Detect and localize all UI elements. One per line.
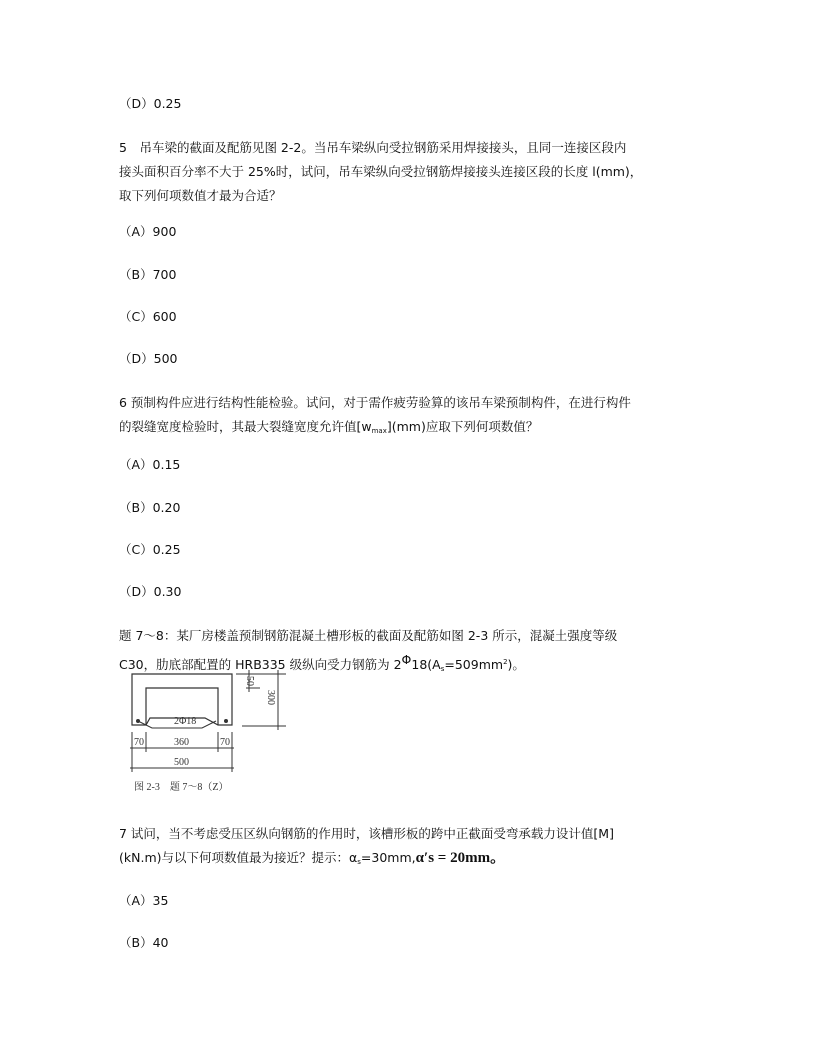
rebar-dot	[136, 719, 140, 723]
dim-360: 360	[174, 737, 189, 748]
q78-line-1: 题 7～8：某厂房楼盖预制钢筋混凝土槽形板的截面及配筋如图 2-3 所示，混凝土强度等级	[119, 628, 618, 643]
q7-option-b: （B）40	[119, 935, 169, 950]
q6-option-d: （D）0.30	[119, 584, 182, 599]
subscript: max	[371, 427, 387, 435]
q7-option-a: （A）35	[119, 893, 169, 908]
text: =509mm	[444, 657, 504, 672]
dim-50: 50	[244, 676, 255, 686]
subscript: s	[440, 665, 445, 673]
q5-line-3: 取下列何项数值才最为合适？	[119, 188, 282, 203]
text: )。	[507, 657, 525, 672]
text: =30mm,	[360, 850, 416, 865]
q7-line-1: 7 试问，当不考虑受压区纵向钢筋的作用时，该槽形板的跨中正截面受弯承载力设计值[M]	[119, 826, 614, 841]
figure-caption: 图 2-3 题 7～8（Z）	[134, 782, 229, 793]
text: (kN.m)与以下何项数值最为接近？提示：α	[119, 850, 358, 865]
q5-line-2: 接头面积百分率不大于 25%时，试问，吊车梁纵向受拉钢筋焊接接头连接区段的长度 l(mm)，	[119, 164, 643, 179]
q6-option-b: （B）0.20	[119, 500, 181, 515]
rebar-dot	[224, 719, 228, 723]
text: ](mm)应取下列何项数值？	[386, 419, 539, 434]
dim-70-left: 70	[134, 737, 144, 748]
text: 18(A	[411, 657, 441, 672]
subscript: s	[357, 858, 361, 866]
hint-alpha-prime: α′s = 20mm。	[415, 850, 506, 866]
dim-500: 500	[174, 757, 189, 768]
q5-option-a: （A）900	[119, 224, 177, 239]
q6-line-1: 6 预制构件应进行结构性能检验。试问，对于需作疲劳验算的该吊车梁预制构件，在进行构件	[119, 395, 631, 410]
dim-70-right: 70	[220, 737, 230, 748]
q5-option-c: （C）600	[119, 309, 177, 324]
q6-line-2	[119, 415, 538, 443]
rebar-symbol: Φ	[401, 652, 412, 667]
q6-option-c: （C）0.25	[119, 542, 181, 557]
text: C30，肋底部配置的 HRB335 级纵向受力钢筋为 2	[119, 657, 402, 672]
q6-option-a: （A）0.15	[119, 457, 181, 472]
text: 的裂缝宽度检验时，其最大裂缝宽度允许值[w	[119, 419, 372, 434]
option-d-prev: （D）0.25	[119, 96, 182, 111]
q5-line-1: 5 吊车梁的截面及配筋见图 2-2。当吊车梁纵向受拉钢筋采用焊接接头，且同一连接区段内	[119, 140, 627, 155]
q5-option-b: （B）700	[119, 267, 177, 282]
q7-line-2	[119, 846, 505, 874]
rebar-label: 2Φ18	[174, 716, 197, 727]
q5-option-d: （D）500	[119, 351, 178, 366]
superscript: 2	[503, 658, 508, 666]
figure-2-3-section	[122, 668, 292, 798]
dim-300: 300	[265, 690, 276, 705]
